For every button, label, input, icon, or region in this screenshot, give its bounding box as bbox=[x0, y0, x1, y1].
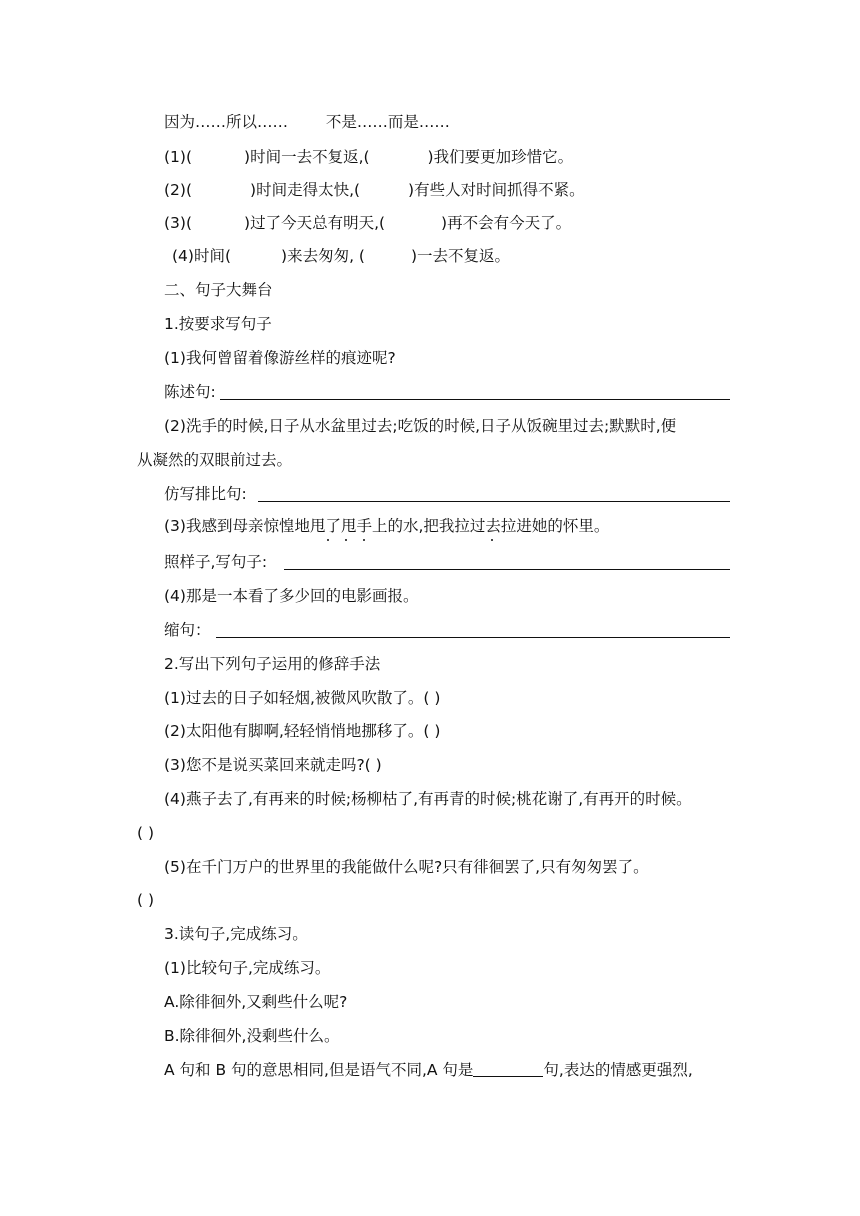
question-text: (4)那是一本看了多少回的电影画报。 bbox=[164, 587, 419, 605]
question-text: (3)我感到母亲惊惶地甩了甩手上的水,把我拉过去拉进她的怀里。 bbox=[164, 517, 610, 535]
question-text: (2)太阳他有脚啊,轻轻悄悄地挪移了。( ) bbox=[164, 722, 441, 740]
emphasis-dot bbox=[363, 539, 365, 541]
answer-line[interactable] bbox=[258, 501, 730, 502]
sub-question: (1)比较句子,完成练习。 bbox=[164, 959, 331, 977]
question-text: A 句和 B 句的意思相同,但是语气不同,A 句是 句,表达的情感更强烈, bbox=[164, 1061, 693, 1079]
fill-blank-item: (3)( )过了今天总有明天,( )再不会有今天了。 bbox=[164, 214, 572, 232]
question-text: 从凝然的双眼前过去。 bbox=[137, 451, 293, 469]
fill-blank-item: (1)( )时间一去不复返,( )我们要更加珍惜它。 bbox=[164, 148, 574, 166]
conjunction-pair-1: 因为……所以…… bbox=[164, 113, 289, 131]
answer-label: 陈述句: bbox=[164, 383, 216, 401]
part-title: 1.按要求写句子 bbox=[164, 315, 272, 333]
fill-blank-item: (4)时间( )来去匆匆, ( )一去不复返。 bbox=[172, 247, 511, 265]
sentence-a: A.除徘徊外,又剩些什么呢? bbox=[164, 993, 348, 1011]
part-title: 3.读句子,完成练习。 bbox=[164, 925, 308, 943]
emphasis-dot bbox=[491, 539, 493, 541]
answer-label: 仿写排比句: bbox=[164, 485, 247, 503]
answer-label: 照样子,写句子: bbox=[164, 553, 268, 571]
fill-blank-item: (2)( )时间走得太快,( )有些人对时间抓得不紧。 bbox=[164, 181, 585, 199]
answer-line[interactable] bbox=[216, 637, 730, 638]
answer-parentheses[interactable]: ( ) bbox=[137, 891, 155, 909]
question-text: (2)洗手的时候,日子从水盆里过去;吃饭的时候,日子从饭碗里过去;默默时,便 bbox=[164, 417, 677, 435]
answer-label: 缩句： bbox=[164, 621, 211, 639]
sentence-b: B.除徘徊外,没剩些什么。 bbox=[164, 1027, 340, 1045]
conjunction-pair-2: 不是……而是…… bbox=[325, 113, 450, 131]
emphasis-dot bbox=[345, 539, 347, 541]
question-text: (5)在千门万户的世界里的我能做什么呢?只有徘徊罢了,只有匆匆罢了。 bbox=[164, 858, 649, 876]
answer-line[interactable] bbox=[284, 569, 730, 570]
answer-line[interactable] bbox=[220, 399, 730, 400]
part-title: 2.写出下列句子运用的修辞手法 bbox=[164, 655, 381, 673]
answer-parentheses[interactable]: ( ) bbox=[137, 824, 155, 842]
question-text: (4)燕子去了,有再来的时候;杨柳枯了,有再青的时候;桃花谢了,有再开的时候。 bbox=[164, 790, 692, 808]
question-text: (3)您不是说买菜回来就走吗?( ) bbox=[164, 756, 382, 774]
question-text: (1)我何曾留着像游丝样的痕迹呢? bbox=[164, 349, 396, 367]
section-title: 二、句子大舞台 bbox=[164, 281, 273, 299]
emphasis-dot bbox=[327, 539, 329, 541]
question-text: (1)过去的日子如轻烟,被微风吹散了。( ) bbox=[164, 689, 441, 707]
conjunction-options bbox=[164, 112, 450, 132]
answer-blank[interactable] bbox=[473, 1062, 543, 1077]
